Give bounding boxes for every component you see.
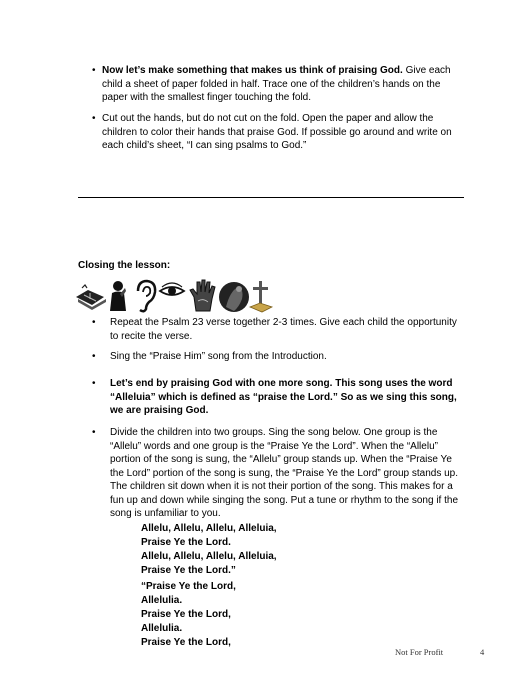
song-line: Allelulia. — [141, 623, 183, 634]
bullet-marker: • — [92, 113, 96, 124]
paragraph-line: to recite the verse. — [110, 330, 193, 342]
song-line: Allelu, Allelu, Allelu, Alleluia, — [141, 551, 277, 562]
bullet-marker: • — [92, 378, 96, 389]
paragraph-line: child a sheet of paper folded in half. Trace one of the children’s hands on the — [102, 78, 441, 90]
praying-hands-icon — [219, 282, 249, 312]
bullet-marker: • — [92, 65, 96, 76]
paragraph-cut-hands — [102, 112, 482, 153]
bullet-marker: • — [92, 317, 96, 328]
paragraph-line: portion of the song is sung, the “Allelu” group stands up. When the “Praise Ye — [110, 454, 452, 465]
paragraph-line: Repeat the Psalm 23 verse together 2-3 times. Give each child the opportunity — [110, 317, 457, 328]
hand-icon — [190, 280, 215, 311]
paragraph-line: Let’s end by praising God with one more song. This song uses the word — [110, 378, 453, 389]
song-line: Allelulia. — [141, 595, 183, 606]
paragraph-line: fun up and down while singing the song. Put a tune or rhythm to the song if the — [110, 494, 459, 506]
paragraph-line: each child’s sheet, “I can sing psalms to God.” — [102, 140, 307, 151]
song-line: Praise Ye the Lord. — [141, 537, 231, 548]
footer-text: Not For Profit — [395, 647, 444, 657]
paragraph-divide-groups — [110, 426, 500, 521]
closing-heading: Closing the lesson: — [78, 260, 171, 271]
paragraph-line: Sing the “Praise Him” song from the Introduction. — [110, 351, 327, 362]
song-line: Praise Ye the Lord, — [141, 609, 231, 620]
icon-strip — [74, 277, 284, 317]
song-verse-2 — [141, 580, 236, 650]
paragraph-line: we are praising God. — [110, 405, 209, 416]
paragraph-line: the Lord” portion of the song is sung, the “Praise Ye the Lord” group stands up. — [110, 467, 459, 479]
song-line: Praise Ye the Lord.” — [141, 565, 236, 576]
bullet-marker: • — [92, 427, 96, 438]
paragraph-repeat-psalm — [110, 316, 490, 343]
ear-icon — [138, 281, 155, 311]
horizontal-divider — [78, 197, 464, 198]
bible-icon — [76, 285, 106, 310]
song-line: Praise Ye the Lord, — [141, 637, 231, 648]
song-line: Allelu, Allelu, Allelu, Alleluia, — [141, 523, 277, 534]
paragraph-line: Divide the children into two groups. Sing the song below. One group is the — [110, 427, 438, 438]
praying-person-icon — [110, 281, 126, 311]
paragraph-line — [102, 64, 482, 78]
paragraph-line: paper with the smallest finger touching the fold. — [102, 92, 312, 103]
bold-lead: Now let’s make something that makes us think of praising God. — [102, 65, 403, 76]
paragraph-line: “Alleluia” which is defined as “praise the Lord.” So as we sing this song, — [110, 391, 457, 403]
paragraph-praise-activity — [102, 64, 482, 105]
eye-icon — [160, 283, 184, 295]
bullet-marker: • — [92, 351, 96, 362]
song-verse-1 — [141, 522, 277, 578]
paragraph-line: song is unfamiliar to you. — [110, 508, 221, 519]
paragraph-sing-praise — [110, 350, 490, 364]
song-line: “Praise Ye the Lord, — [141, 581, 236, 592]
cross-icon — [250, 281, 272, 312]
paragraph-line: children to color their hands that praise God. If possible go around and write on — [102, 126, 452, 138]
page-number: 4 — [480, 647, 485, 657]
paragraph-line: Cut out the hands, but do not cut on the fold. Open the paper and allow the — [102, 113, 434, 124]
paragraph-line: “Allelu” words and one group is the “Praise Ye the Lord”. When the “Allelu” — [110, 440, 438, 452]
paragraph-alleluia — [110, 377, 490, 418]
line-rest: Give each — [402, 65, 451, 76]
paragraph-line: The children sit down when it is not their portion of the song. This makes for a — [110, 481, 453, 492]
